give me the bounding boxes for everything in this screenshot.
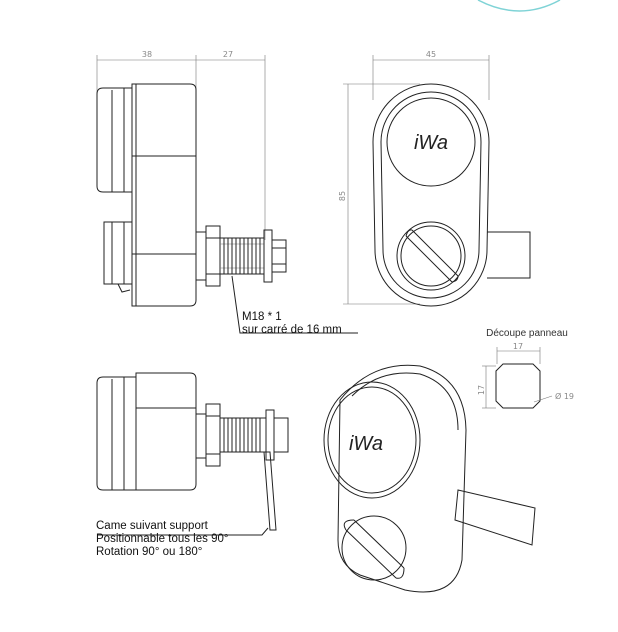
- isometric-view: [324, 365, 535, 592]
- cam-note-line3: Rotation 90° ou 180°: [96, 546, 203, 558]
- dim-cutout-width: 17: [512, 342, 524, 351]
- dim-cutout-diameter: Ø 19: [555, 392, 575, 401]
- cam-note-line1: Came suivant support: [96, 520, 208, 532]
- panel-cutout: [477, 328, 574, 408]
- cutout-title: Découpe panneau: [486, 328, 568, 339]
- thread-note-line2: sur carré de 16 mm: [242, 324, 342, 336]
- dim-front-width: 45: [425, 50, 437, 59]
- dim-side-shaft-length: 27: [222, 50, 234, 59]
- side-view: [97, 50, 358, 336]
- side-view-cam: [96, 373, 288, 558]
- brand-logo-iso: iWa: [348, 433, 384, 455]
- thread-note-line1: M18 * 1: [242, 311, 282, 323]
- cam-note-line2: Positionnable tous les 90°: [96, 533, 229, 545]
- decorative-arc: [478, 0, 560, 11]
- dim-front-height: 85: [338, 190, 347, 202]
- dim-cutout-height: 17: [477, 384, 486, 396]
- brand-logo-front: iWa: [413, 132, 449, 154]
- dim-side-body-width: 38: [141, 50, 153, 59]
- front-view: [338, 50, 530, 306]
